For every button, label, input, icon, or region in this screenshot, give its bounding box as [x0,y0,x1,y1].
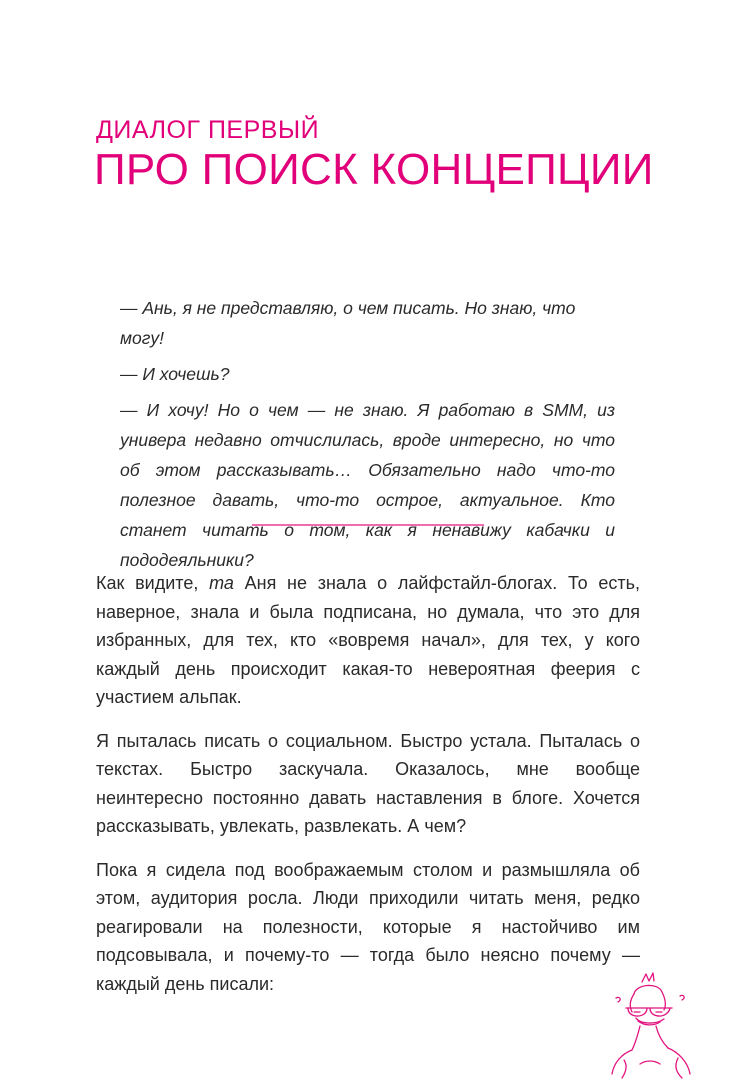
dialog-block [120,293,615,581]
chapter-label: ДИАЛОГ ПЕРВЫЙ [96,116,320,144]
ostrich-doodle-icon [596,968,706,1080]
paragraph-text: Как видите, [96,573,210,593]
emphasis-text: та [209,573,234,593]
paragraph: Пока я сидела под воображаемым столом и размышляла об этом, аудитория росла. Люди приходили читать меня, редко реагировали на полезности, которые я настойчиво им подсовывала, и почему-то — тогда было неясно почему — каждый день писали: [96,859,640,994]
body-text [96,569,640,1013]
dialog-line: — И хочу! Но о чем — не знаю. Я работаю в SMM, из универа недавно отчислилась, вроде интересно, но что об этом рассказывать… Обязательно надо что-то полезное давать, что-то острое, актуальное. Кто станет читать о том, как я ненавижу кабачки и пододеяльники? [120,400,615,570]
paragraph: Я пыталась писать о социальном. Быстро устала. Пыталась о текстах. Быстро заскучала. Оказалось, мне вообще неинтересно постоянно давать наставления в блоге. Хочется рассказывать, увлекать, развлекать. А чем? [96,730,640,836]
chapter-title: ПРО ПОИСК КОНЦЕПЦИИ [94,145,654,194]
dialog-line: — И хочешь? [120,364,230,384]
dialog-line: — Ань, я не представляю, о чем писать. Но знаю, что могу! [120,298,576,348]
paragraph-text: Аня не знала о лайфстайл-блогах. То есть, наверное, знала и была подписана, но думала, что это для избранных, для тех, кто «вовремя начал», для тех, у кого каждый день происходит какая-то невероятная феерия с участием альпак. [96,573,641,707]
paragraph [96,569,640,712]
section-divider [252,524,484,526]
